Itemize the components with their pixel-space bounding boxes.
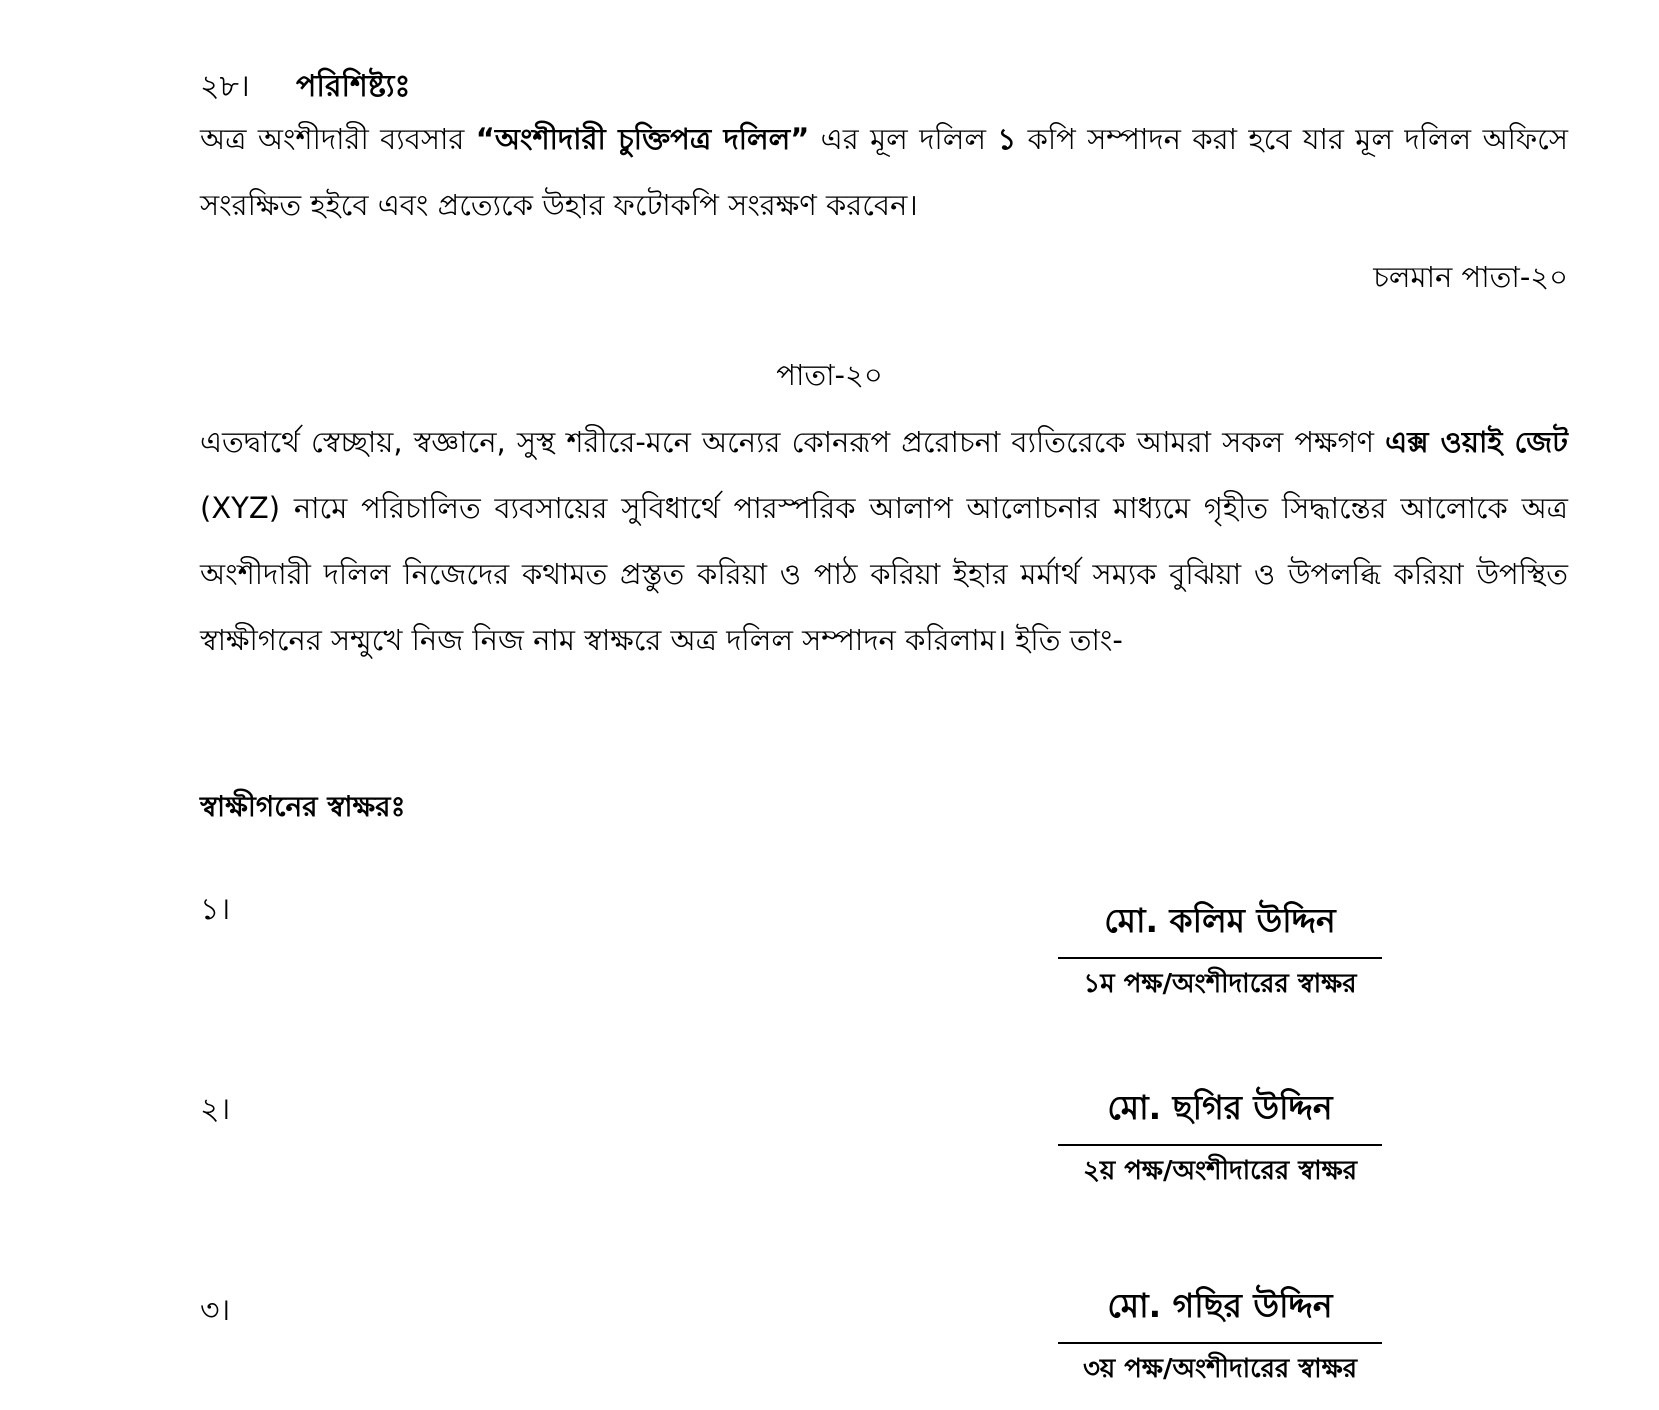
appendix-text-end: কপি সম্পাদন করা হবে যার মূল দলিল অফিসে সংরক্ষিত হইবে এবং প্রত্যেকে উহার ফটোকপি সংরক্ষণ করবেন। <box>200 122 1568 222</box>
declaration-paragraph <box>200 409 1568 673</box>
signature-caption: ২য় পক্ষ/অংশীদারের স্বাক্ষর <box>1082 1156 1358 1186</box>
signatory-name: মো. কলিম উদ্দিন <box>1104 901 1336 940</box>
deed-title: “অংশীদারী চুক্তিপত্র দলিল” <box>475 122 810 156</box>
appendix-paragraph <box>200 106 1568 238</box>
declaration-text-end: (XYZ) নামে পরিচালিত ব্যবসায়ের সুবিধার্থে পারস্পরিক আলাপ আলোচনার মাধ্যমে গৃহীত সিদ্ধান্তের আলোকে অত্র অংশীদারী দলিল নিজেদের কথামত প্রস্তুত করিয়া ও পাঠ করিয়া ইহার মর্মার্থ সম্যক বুঝিয়া ও উপলব্ধি করিয়া উপস্থিত স্বাক্ষীগনের সম্মুখে নিজ নিজ নাম স্বাক্ষরে অত্র দলিল সম্পাদন করিলাম। ইতি তাং- <box>200 491 1568 657</box>
witness-number-2: ২। <box>200 1092 231 1127</box>
signature-block-1 <box>1050 895 1390 1007</box>
signatory-name: মো. গছির উদ্দিন <box>1107 1286 1333 1325</box>
copy-count: ১ <box>997 122 1017 156</box>
appendix-text-start: অত্র অংশীদারী ব্যবসার <box>200 122 476 156</box>
signature-caption: ৩য় পক্ষ/অংশীদারের স্বাক্ষর <box>1082 1354 1358 1384</box>
signature-caption: ১ম পক্ষ/অংশীদারের স্বাক্ষর <box>1083 969 1357 999</box>
declaration-text-start: এতদ্বার্থে স্বেচ্ছায়, স্বজ্ঞানে, সুস্থ শরীরে-মনে অন্যের কোনরূপ প্ররোচনা ব্যতিরেকে আমরা সকল পক্ষগণ <box>200 425 1386 459</box>
witness-heading: স্বাক্ষীগনের স্বাক্ষরঃ <box>200 790 406 823</box>
business-name: এক্স ওয়াই জেট <box>1385 425 1568 459</box>
witness-number-3: ৩। <box>200 1293 231 1328</box>
running-page-label: চলমান পাতা-২০ <box>1373 260 1568 294</box>
appendix-text-mid: এর মূল দলিল <box>809 122 998 156</box>
signature-block-3 <box>1050 1280 1390 1392</box>
witness-number-1: ১। <box>200 892 231 927</box>
signatory-name: মো. ছগির উদ্দিন <box>1107 1088 1333 1127</box>
section-title: পরিশিষ্ট্যঃ <box>296 69 411 104</box>
page-number: পাতা-২০ <box>776 358 883 392</box>
signature-block-2 <box>1050 1082 1390 1194</box>
section-number: ২৮। <box>200 69 250 104</box>
